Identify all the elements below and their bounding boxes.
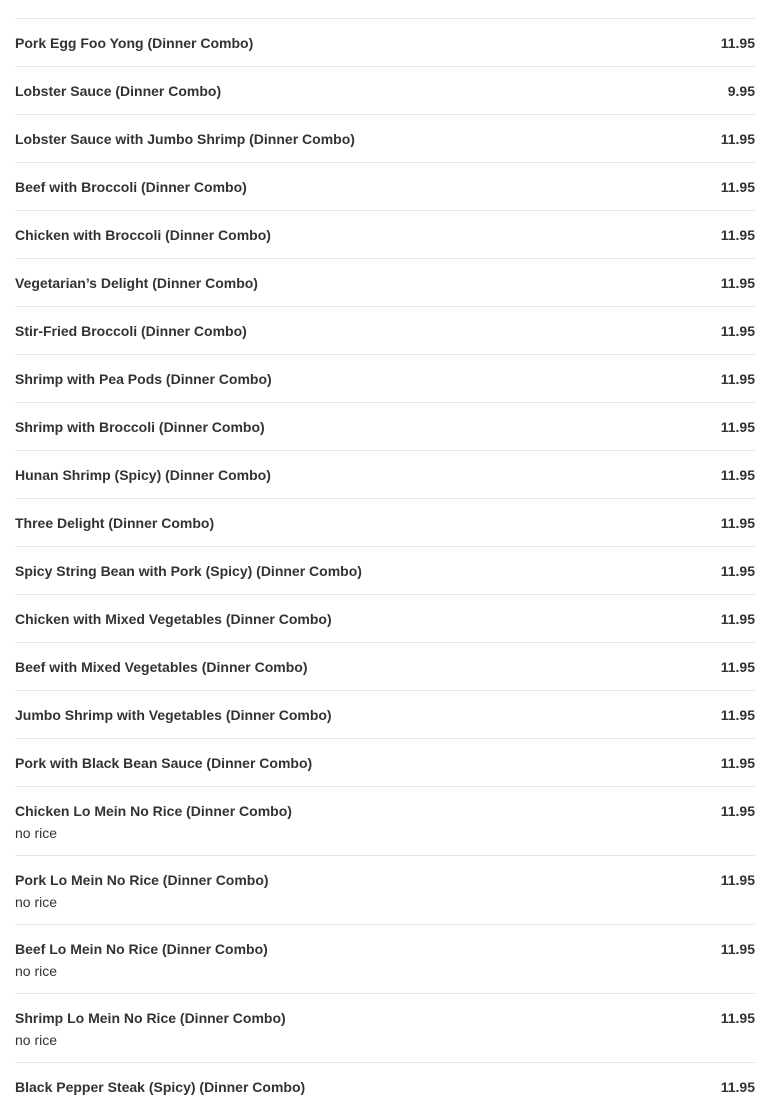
menu-item[interactable] (15, 354, 755, 402)
menu-item-price: 11.95 (720, 1079, 755, 1095)
menu-item-price: 11.95 (720, 611, 755, 627)
menu-item-price: 11.95 (720, 872, 755, 888)
menu-item-price: 11.95 (720, 755, 755, 771)
menu-item-name: Beef with Broccoli (Dinner Combo) (15, 179, 247, 195)
menu-item-name: Pork Lo Mein No Rice (Dinner Combo) (15, 872, 269, 888)
menu-item[interactable] (15, 18, 755, 66)
menu-item[interactable] (15, 642, 755, 690)
menu-item-price: 11.95 (720, 707, 755, 723)
menu-item-name: Shrimp Lo Mein No Rice (Dinner Combo) (15, 1010, 286, 1026)
menu-item-description: no rice (15, 825, 58, 841)
menu-item-price: 11.95 (720, 35, 755, 51)
menu-item-row (15, 33, 755, 53)
menu-item-row (15, 561, 755, 581)
menu-item[interactable] (15, 306, 755, 354)
menu-item-row (15, 1077, 755, 1097)
menu-item[interactable] (15, 786, 755, 855)
menu-item-list (15, 0, 755, 1110)
menu-item-price: 11.95 (720, 227, 755, 243)
menu-item[interactable] (15, 855, 755, 924)
menu-item-price: 11.95 (720, 941, 755, 957)
menu-item[interactable] (15, 738, 755, 786)
menu-item-name: Lobster Sauce with Jumbo Shrimp (Dinner Combo) (15, 131, 355, 147)
menu-item-name: Chicken with Mixed Vegetables (Dinner Combo) (15, 611, 332, 627)
menu-item-row (15, 321, 755, 341)
menu-item-price: 11.95 (720, 323, 755, 339)
menu-item[interactable] (15, 1062, 755, 1110)
menu-item-name: Shrimp with Broccoli (Dinner Combo) (15, 419, 265, 435)
menu-item-row (15, 273, 755, 293)
menu-item-price: 11.95 (720, 803, 755, 819)
menu-item-name: Hunan Shrimp (Spicy) (Dinner Combo) (15, 467, 271, 483)
menu-item-name: Beef with Mixed Vegetables (Dinner Combo) (15, 659, 308, 675)
menu-item-row (15, 870, 755, 890)
menu-item-row (15, 177, 755, 197)
menu-item-row (15, 657, 755, 677)
menu-item-row (15, 705, 755, 725)
menu-item-row (15, 939, 755, 959)
menu-item[interactable] (15, 993, 755, 1062)
menu-item-price: 11.95 (720, 659, 755, 675)
menu-item-description: no rice (15, 963, 58, 979)
menu-item-row (15, 1008, 755, 1028)
menu-item-row (15, 225, 755, 245)
menu-item-price: 11.95 (720, 179, 755, 195)
menu-item-price: 9.95 (727, 83, 755, 99)
menu-item-row (15, 129, 755, 149)
menu-item-description: no rice (15, 894, 58, 910)
menu-item-row (15, 609, 755, 629)
menu-item[interactable] (15, 690, 755, 738)
menu-item-name: Spicy String Bean with Pork (Spicy) (Dinner Combo) (15, 563, 362, 579)
menu-item-name: Pork Egg Foo Yong (Dinner Combo) (15, 35, 254, 51)
menu-item-price: 11.95 (720, 563, 755, 579)
menu-item-price: 11.95 (720, 419, 755, 435)
menu-item[interactable] (15, 402, 755, 450)
menu-item[interactable] (15, 594, 755, 642)
menu-item-price: 11.95 (720, 467, 755, 483)
menu-item-name: Chicken Lo Mein No Rice (Dinner Combo) (15, 803, 292, 819)
menu-item-name: Black Pepper Steak (Spicy) (Dinner Combo) (15, 1079, 306, 1095)
menu-item-name: Stir-Fried Broccoli (Dinner Combo) (15, 323, 247, 339)
menu-item-name: Beef Lo Mein No Rice (Dinner Combo) (15, 941, 268, 957)
menu-item-row (15, 417, 755, 437)
menu-item-price: 11.95 (720, 371, 755, 387)
menu-item-row (15, 513, 755, 533)
menu-item[interactable] (15, 258, 755, 306)
menu-item[interactable] (15, 924, 755, 993)
menu-item-row (15, 801, 755, 821)
menu-item[interactable] (15, 210, 755, 258)
menu-item[interactable] (15, 498, 755, 546)
menu-item[interactable] (15, 162, 755, 210)
menu-item-price: 11.95 (720, 131, 755, 147)
menu-item-row (15, 753, 755, 773)
menu-item-name: Three Delight (Dinner Combo) (15, 515, 215, 531)
menu-item-name: Vegetarian’s Delight (Dinner Combo) (15, 275, 258, 291)
menu-item-name: Pork with Black Bean Sauce (Dinner Combo) (15, 755, 313, 771)
menu-item-name: Lobster Sauce (Dinner Combo) (15, 83, 222, 99)
menu-item-price: 11.95 (720, 1010, 755, 1026)
menu-item-price: 11.95 (720, 515, 755, 531)
menu-item[interactable] (15, 546, 755, 594)
menu-item[interactable] (15, 450, 755, 498)
menu-item-price: 11.95 (720, 275, 755, 291)
menu-item-description: no rice (15, 1032, 58, 1048)
menu-item-name: Shrimp with Pea Pods (Dinner Combo) (15, 371, 272, 387)
menu-item-row (15, 81, 755, 101)
menu-item-name: Chicken with Broccoli (Dinner Combo) (15, 227, 271, 243)
menu-item-row (15, 369, 755, 389)
menu-item-name: Jumbo Shrimp with Vegetables (Dinner Combo) (15, 707, 332, 723)
menu-item[interactable] (15, 66, 755, 114)
menu-item-row (15, 465, 755, 485)
menu-item[interactable] (15, 114, 755, 162)
